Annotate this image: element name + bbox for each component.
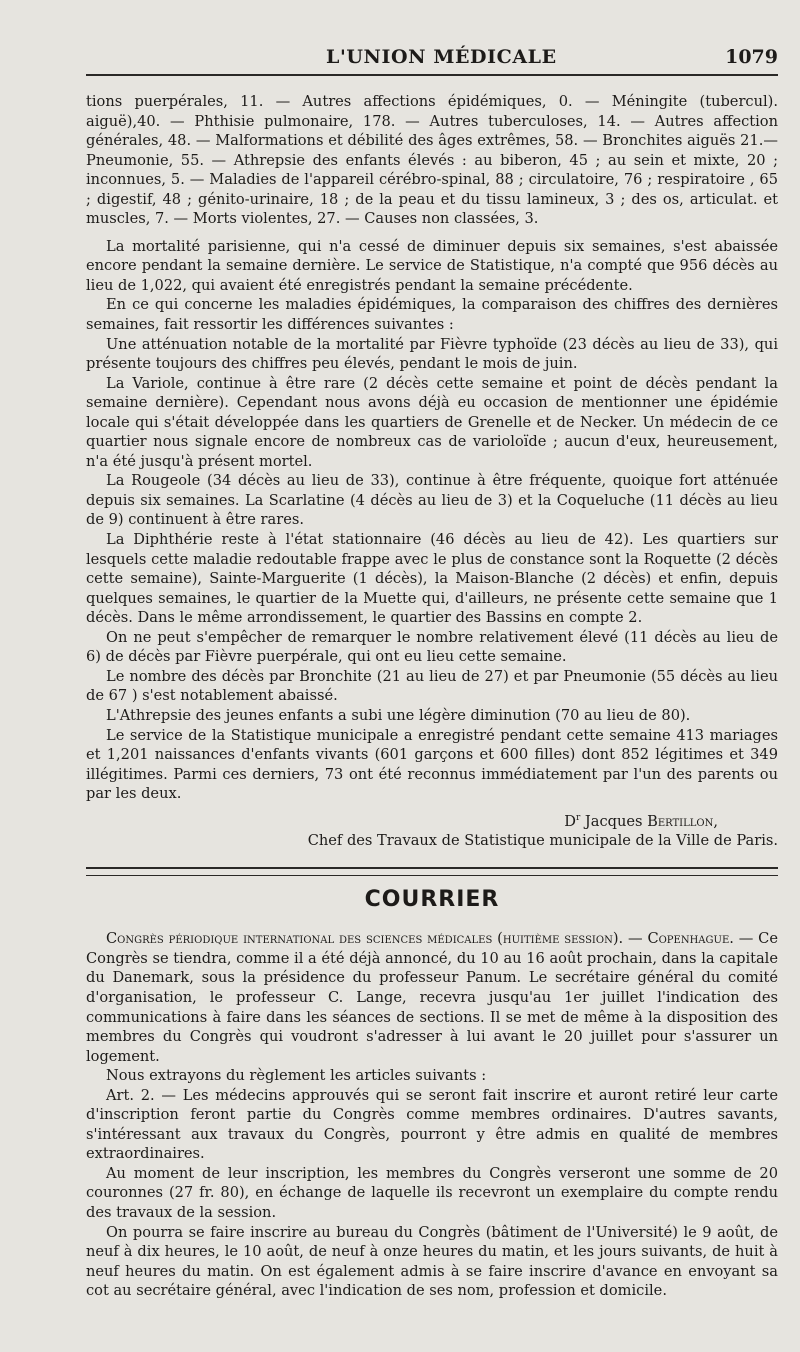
paragraph-fees: Au moment de leur inscription, les membres du Congrès verseront une somme de 20 couronnes (27 fr. 80), en échange de laquelle ils recevront un exemplaire du compte rendu des travaux de la session.	[86, 1164, 778, 1221]
paragraph-bronchitis: Le nombre des décès par Bronchite (21 au lieu de 27) et par Pneumonie (55 décès au lieu de 67 ) s'est notablement abaissé.	[86, 667, 778, 705]
paragraph-athrepsia: L'Athrepsie des jeunes enfants a subi une légère diminution (70 au lieu de 80).	[106, 706, 691, 724]
paragraph-congress: Congrès périodique international des sciences médicales (huitième session). — Copenhague. — Ce Congrès se tiendra, comme il a été déjà annoncé, du 10 au 16 août prochain, dans la capitale du Danemark, sous la présidence du professeur Panum. Le secrétaire général du comité d'organisation, le professeur C. Lange, recevra jusqu'au 1er juillet l'indication des communications à faire dans les séances de sections. Il se met de même à la disposition des membres du Congrès qui voudront s'adresser à lui avant le 20 juillet pour s'assurer un logement.	[86, 930, 778, 1065]
paragraph-art2: Art. 2. — Les médecins approuvés qui se seront fait inscrire et auront retiré leur carte d'inscription feront partie du Congrès comme membres ordinaires. D'autres savants, s'intéressant aux travaux du Congrès, pourront y être admis en qualité de membres extraordinaires.	[86, 1086, 778, 1163]
section-heading: COURRIER	[364, 886, 500, 912]
signature-block	[86, 812, 778, 851]
page-number: 1079	[725, 46, 778, 68]
paragraph-diphtheria: La Diphthérie reste à l'état stationnaire (46 décès au lieu de 42). Les quartiers sur lesquels cette maladie redoutable frappe avec le plus de constance sont la Roquette (2 décès cette semaine), Sainte-Marguerite (1 décès), la Maison-Blanche (2 décès) et enfin, depuis quelques semaines, le quartier de la Muette qui, d'ailleurs, ne présente cette semaine que 1 décès. Dans le même arrondissement, le quartier des Bassins en compte 2.	[86, 531, 778, 627]
paragraph-registration: On pourra se faire inscrire au bureau du Congrès (bâtiment de l'Université) le 9 août, de neuf à dix heures, le 10 août, de neuf à onze heures du matin, et les jours suivants, de huit à neuf heures du matin. On est également admis à se faire inscrire d'avance en envoyant sa cot au secrétaire général, avec l'indication de ses nom, profession et domicile.	[86, 1223, 778, 1300]
paragraph-causes-list: tions puerpérales, 11. — Autres affections épidémiques, 0. — Méningite (tubercul). aiguë),40. — Phthisie pulmonaire, 178. — Autres tuberculoses, 14. — Autres affection générales, 48. — Malformations et débilité des âges extrêmes, 58. — Bronchites aiguës 21.— Pneumonie, 55. — Athrepsie des enfants élevés : au biberon, 45 ; au sein et mixte, 20 ; inconnues, 5. — Maladies de l'appareil cérébro-spinal, 88 ; circulatoire, 76 ; respiratoire , 65 ; digestif, 48 ; génito-urinaire, 18 ; de la peau et du tissu lamineux, 3 ; des os, articulat. et muscles, 7. — Morts violentes, 27. — Causes non classées, 3.	[86, 93, 778, 228]
signature-name: $D^r$ Jacques Bertillon,	[564, 812, 718, 830]
paragraph-mortality: La mortalité parisienne, qui n'a cessé de diminuer depuis six semaines, s'est abaissée encore pendant la semaine dernière. Le service de Statistique, n'a compté que 956 décès au lieu de 1,022, qui avaient été enregistrés pendant la semaine précédente.	[86, 237, 778, 294]
paragraph-measles: La Rougeole (34 décès au lieu de 33), continue à être fréquente, quoique fort atténuée depuis six semaines. La Scarlatine (4 décès au lieu de 3) et la Coqueluche (11 décès au lieu de 9) continuent à être rares.	[86, 472, 778, 529]
page-header	[86, 44, 778, 76]
paragraph-extract: Nous extrayons du règlement les articles suivants :	[106, 1067, 487, 1085]
paragraph-puerperal: On ne peut s'empêcher de remarquer le nombre relativement élevé (11 décès au lieu de 6) de décès par Fièvre puerpérale, qui ont eu lieu cette semaine.	[86, 628, 778, 666]
paragraph-smallpox: La Variole, continue à être rare (2 décès cette semaine et point de décès pendant la semaine dernière). Cependant nous avons déjà eu occasion de mentionner une épidémie locale qui s'était développée dans les quartiers de Grenelle et de Necker. Un médecin de ce quartier nous signale encore de nombreux cas de varioloïde ; aucun d'eux, heureusement, n'a été jusqu'à présent mortel.	[86, 374, 778, 470]
header-rule	[86, 74, 778, 76]
running-title: L'UNION MÉDICALE	[326, 46, 557, 68]
paragraph-births: Le service de la Statistique municipale a enregistré pendant cette semaine 413 mariages et 1,201 naissances d'enfants vivants (601 garçons et 600 filles) dont 852 légitimes et 349 illégitimes. Parmi ces derniers, 73 ont été reconnus immédiatement par l'un des parents ou par les deux.	[86, 726, 778, 803]
section-divider	[86, 867, 778, 876]
paragraph-typhoid: Une atténuation notable de la mortalité par Fièvre typhoïde (23 décès au lieu de 33), qui présente toujours des chiffres peu élevés, pendant le mois de juin.	[86, 335, 778, 373]
article-body	[86, 92, 778, 1301]
paragraph-epidemics: En ce qui concerne les maladies épidémiques, la comparaison des chiffres des dernières semaines, fait ressortir les différences suivantes :	[86, 296, 778, 334]
congress-title: Congrès périodique international des sciences médicales (huitième session). — Copenhague.	[106, 930, 734, 948]
signature-position: Chef des Travaux de Statistique municipale de la Ville de Paris.	[307, 832, 778, 850]
